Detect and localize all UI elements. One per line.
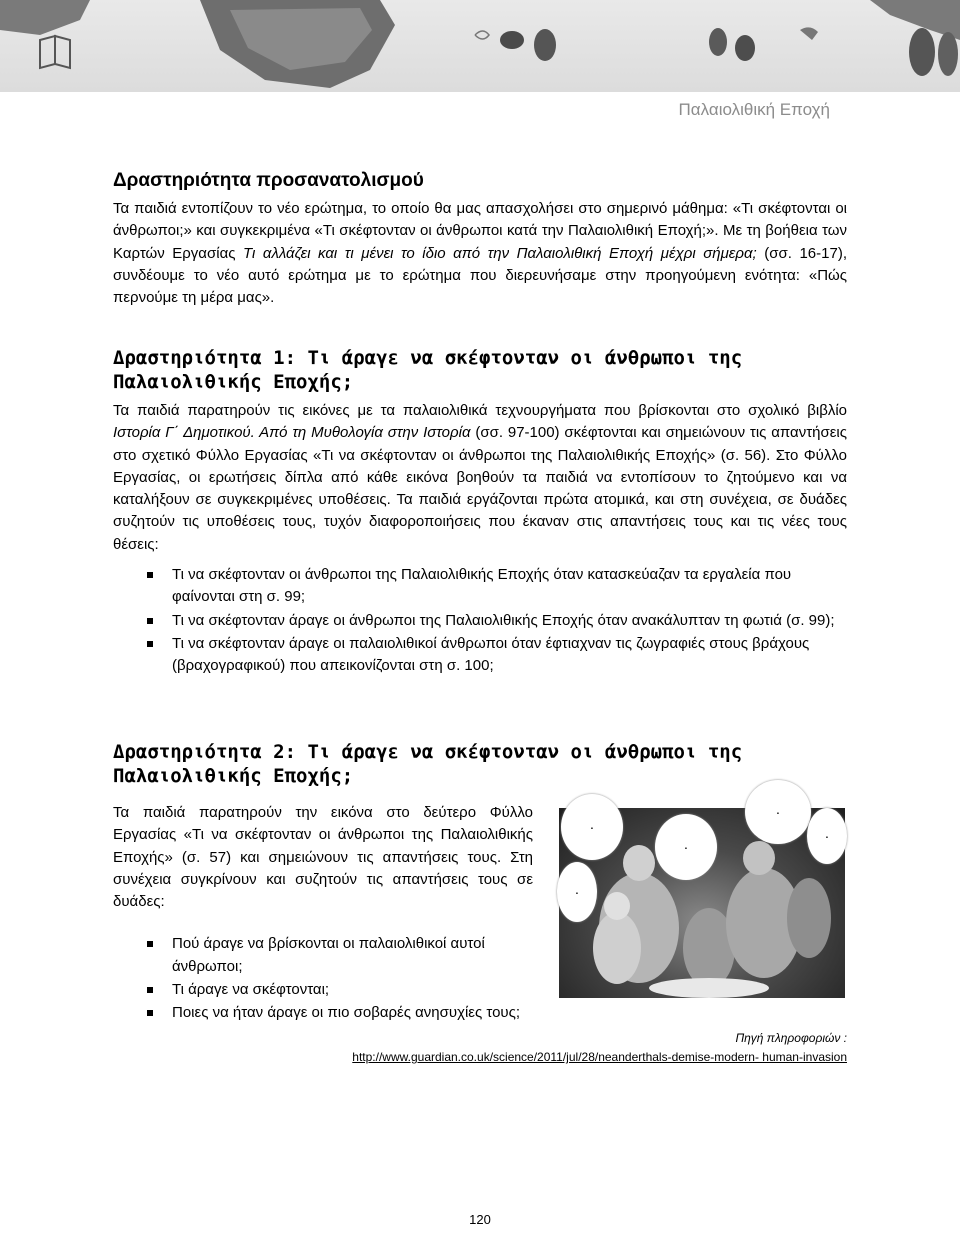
header-banner: [0, 0, 960, 92]
orientation-title: Δραστηριότητα προσανατολισμού: [113, 170, 424, 191]
activity-1-paragraph: [113, 400, 847, 556]
activity-2-list: [113, 933, 533, 1024]
orientation-text-a: Τα παιδιά εντοπίζουν το νέο ερώτημα, το οποίο θα μας απασχολήσει στο σημερινό μάθημα: «Τι σκέφτονται οι άνθρωποι;» και συγκεκριμένα «Τι σκέφτονταν οι άνθρωποι κατά την Παλαιολιθική Εποχή;». Με τη βοήθεια των Καρτών Εργασίας: [113, 200, 847, 262]
activity-1-text-italic: Ιστορία Γ΄ Δημοτικού. Από τη Μυθολογία στην Ιστορία: [113, 424, 471, 442]
list-item: Ποιες να ήταν άραγε οι πιο σοβαρές ανησυχίες τους;: [113, 1002, 533, 1024]
list-item: Τι να σκέφτονταν άραγε οι άνθρωποι της Παλαιολιθικής Εποχής όταν ανακάλυπταν τη φωτιά (σ. 99);: [113, 610, 847, 632]
thought-bubble: [745, 780, 811, 844]
orientation-text-italic: Τι αλλάζει και τι μένει το ίδιο από την Παλαιολιθική Εποχή μέχρι σήμερα;: [243, 244, 757, 262]
list-item: Πού άραγε να βρίσκονται οι παλαιολιθικοί αυτοί άνθρωποι;: [113, 933, 533, 978]
activity-2-title: Δραστηριότητα 2: Τι άραγε να σκέφτονταν οι άνθρωποι της Παλαιολιθικής Εποχής;: [113, 741, 743, 787]
list-item: Τι να σκέφτονταν άραγε οι παλαιολιθικοί άνθρωποι όταν έφτιαχναν τις ζωγραφιές στους βράχους (βραχογραφικού) που απεικονίζονται στη σ. 100;: [113, 633, 847, 678]
orientation-paragraph: [113, 198, 847, 309]
orientation-activity: [113, 170, 847, 309]
activity-1-title: Δραστηριότητα 1: Τι άραγε να σκέφτονταν οι άνθρωποι της Παλαιολιθικής Εποχής;: [113, 347, 743, 393]
thought-bubble-text: .: [590, 815, 594, 832]
thought-bubble: [557, 862, 597, 922]
thought-bubble: [561, 794, 623, 860]
source-link[interactable]: http://www.guardian.co.uk/science/2011/jul/28/neanderthals-demise-modern- human-invasion: [352, 1050, 847, 1064]
running-head: Παλαιολιθική Εποχή: [678, 100, 830, 119]
thought-bubble-text: .: [575, 881, 579, 897]
thought-bubble-text: .: [776, 800, 780, 817]
thought-bubble-text: .: [825, 825, 829, 842]
thought-bubble: [655, 814, 717, 880]
activity-1-text-a: Τα παιδιά παρατηρούν τις εικόνες με τα παλαιολιθικά τεχνουργήματα που βρίσκονται στο σχολικό βιβλίο: [113, 402, 847, 419]
list-item: Τι άραγε να σκέφτονται;: [113, 979, 533, 1001]
activity-1-list: [113, 564, 847, 677]
thought-bubble: [807, 808, 847, 864]
thought-bubble-text: .: [684, 835, 688, 852]
orientation-text-b: (σσ. 16-17), συνδέουμε το νέο αυτό ερώτημα με το ερώτημα που διερευνήσαμε στην προηγούμενη ενότητα: «Πώς περνούμε τη μέρα μας».: [113, 244, 847, 307]
list-item: Τι να σκέφτονταν οι άνθρωποι της Παλαιολιθικής Εποχής όταν κατασκεύαζαν τα εργαλεία που φαίνονται στη σ. 99;: [113, 564, 847, 609]
activity-1: [113, 346, 847, 679]
page-number: 120: [469, 1212, 491, 1227]
activity-1-text-b: (σσ. 97-100) σκέφτονται και σημειώνουν τις απαντήσεις στο σχετικό Φύλλο Εργασίας «Τι να σκέφτονταν οι άνθρωποι της Παλαιολιθικής Εποχής» (σ. 56). Στο Φύλλο Εργασίας, οι ερωτήσεις δίπλα από κάθε εικόνα βοηθούν τα παιδιά να εντοπίσουν το ζητούμενο και να καταλήξουν σε συγκεκριμένες υποθέσεις. Τα παιδιά εργάζονται πρώτα ατομικά, και στη συνέχεια, σε δυάδες συζητούν τις υποθέσεις τους, τυχόν διαφοροποιήσεις που έκαναν στις απαντήσεις τους και τις νέες τους θέσεις:: [113, 424, 847, 553]
neanderthal-family-photo: [559, 800, 845, 998]
activity-2-paragraph: Τα παιδιά παρατηρούν την εικόνα στο δεύτερο Φύλλο Εργασίας «Τι να σκέφτονταν οι άνθρωποι της Παλαιολιθικής Εποχής» (σ. 57) και σημειώνουν τις απαντήσεις τους. Στη συνέχεια συγκρίνουν και συζητούν τις απαντήσεις τους σε δυάδες:: [113, 804, 533, 911]
source-caption: Πηγή πληροφοριών :: [735, 1031, 847, 1045]
